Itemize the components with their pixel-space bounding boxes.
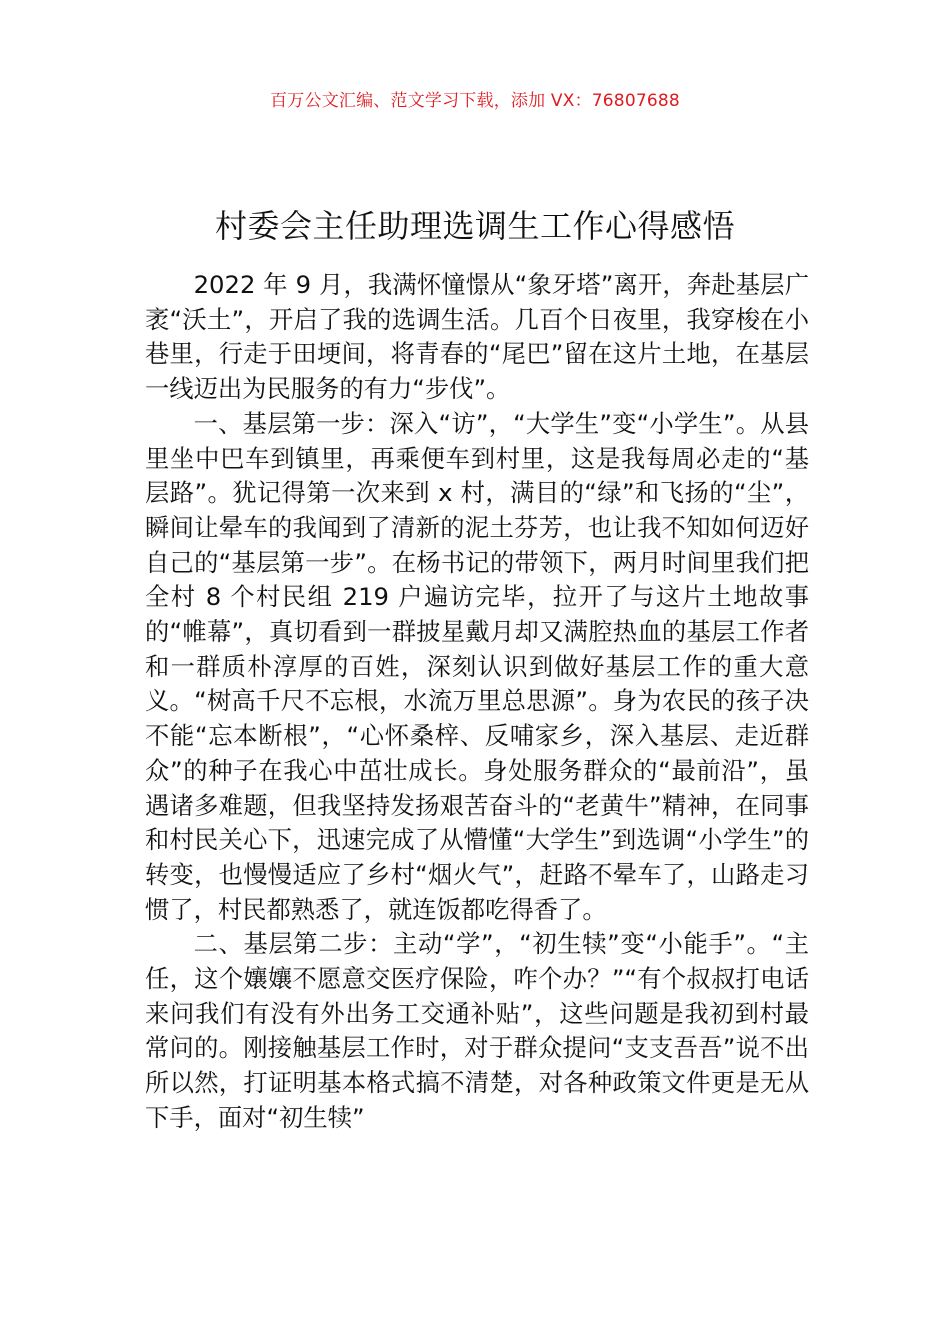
paragraph-section-one: 一、基层第一步：深入“访”，“大学生”变“小学生”。从县里坐中巴车到镇里，再乘便车到村里，这是我每周必走的“基层路”。犹记得第一次来到 x 村，满目的“绿”和飞扬的“尘”，瞬间让晕车的我闻到了清新的泥土芬芳，也让我不知如何迈好自己的“基层第一步”。在杨书记的带领下，两月时间里我们把全村 8 个村民组 219 户遍访完毕，拉开了与这片土地故事的“帷幕”，真切看到一群披星戴月却又满腔热血的基层工作者和一群质朴淳厚的百姓，深刻认识到做好基层工作的重大意义。“树高千尺不忘根，水流万里总思源”。身为农民的孩子决不能“忘本断根”，“心怀桑梓、反哺家乡，深入基层、走近群众”的种子在我心中茁壮成长。身处服务群众的“最前沿”，虽遇诸多难题，但我坚持发扬艰苦奋斗的“老黄牛”精神，在同事和村民关心下，迅速完成了从懵懂“大学生”到选调“小学生”的转变，也慢慢适应了乡村“烟火气”，赶路不晕车了，山路走习惯了，村民都熟悉了，就连饭都吃得香了。 [145, 408, 809, 924]
paragraph-section-two: 二、基层第二步：主动“学”，“初生犊”变“小能手”。“主任，这个孃孃不愿意交医疗保险，咋个办？”“有个叔叔打电话来问我们有没有外出务工交通补贴”，这些问题是我初到村最常问的。刚接触基层工作时，对于群众提问“支支吾吾”说不出所以然，打证明基本格式搞不清楚，对各种政策文件更是无从下手，面对“初生犊” [145, 929, 809, 1132]
paragraph-intro: 2022 年 9 月，我满怀憧憬从“象牙塔”离开，奔赴基层广袤“沃土”，开启了我的选调生活。几百个日夜里，我穿梭在小巷里，行走于田埂间，将青春的“尾巴”留在这片土地，在基层一线迈出为民服务的有力“步伐”。 [145, 270, 809, 404]
promo-header-note: 百万公文汇编、范文学习下载，添加 VX：76807688 [270, 91, 680, 111]
document-title: 村委会主任助理选调生工作心得感悟 [214, 207, 735, 246]
document-body [145, 268, 809, 1136]
